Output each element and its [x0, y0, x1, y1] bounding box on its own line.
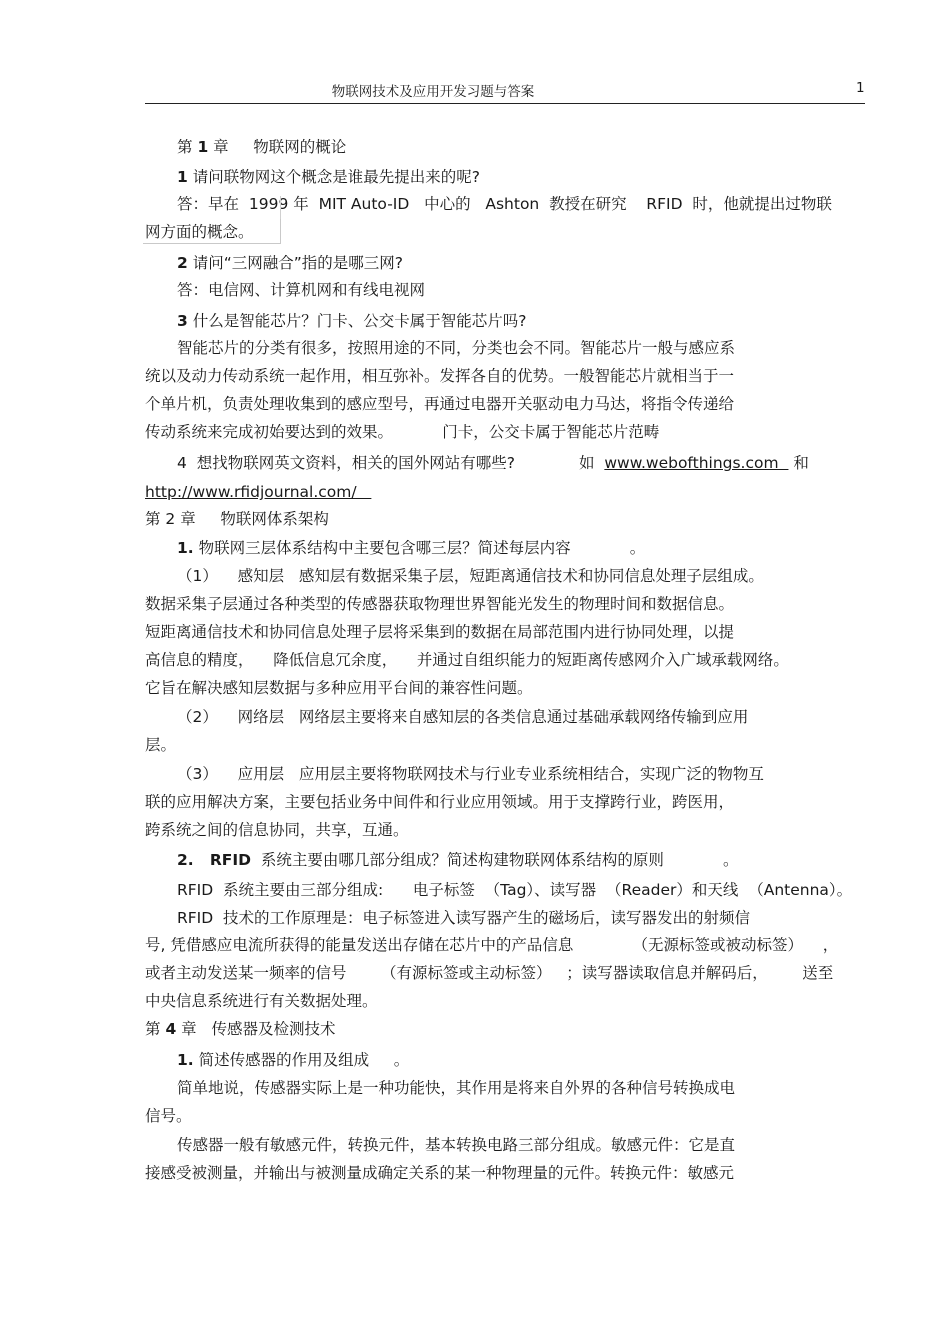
answer-2: 答：电信网、计算机网和有线电视网 [177, 281, 426, 299]
answer-1-line-2: 网方面的概念。 [145, 223, 254, 241]
ch2-answer-1-line-10: 跨系统之间的信息协同，共享，互通。 [145, 821, 409, 839]
ch2-answer-1-line-5: 它旨在解决感知层数据与多种应用平台间的兼容性问题。 [145, 679, 533, 697]
ch2-answer-1-line-3: 短距离通信技术和协同信息处理子层将采集到的数据在局部范围内进行协同处理，以提 [145, 623, 735, 641]
answer-3-line-1: 智能芯片的分类有很多，按照用途的不同，分类也会不同。智能芯片一般与感应系 [177, 339, 736, 357]
ch2-answer-2-line-1: RFID 系统主要由三部分组成: 电子标签 （Tag）、读写器 （Reader）和天线 （Antenna）。 [177, 881, 853, 899]
chapter-4-heading: 第 4 章 传感器及检测技术 [145, 1020, 336, 1038]
question-3: 3 什么是智能芯片？门卡、公交卡属于智能芯片吗? [177, 312, 527, 330]
chapter-1-heading: 第 1 章 物联网的概论 [177, 138, 347, 156]
ch2-answer-1-line-4: 高信息的精度， 降低信息冗余度， 并通过自组织能力的短距离传感网介入广域承载网络。 [145, 651, 789, 669]
question-1: 1 请问联物网这个概念是谁最先提出来的呢? [177, 168, 480, 186]
ch2-answer-2-line-5: 中央信息系统进行有关数据处理。 [145, 992, 378, 1010]
ch4-answer-1-line-3: 传感器一般有敏感元件，转换元件，基本转换电路三部分组成。敏感元件：它是直 [177, 1136, 736, 1154]
answer-1-line-1: 答：早在 1999 年 MIT Auto-ID 中心的 Ashton 教授在研究 RFID 时，他就提出过物联 [177, 195, 832, 213]
answer-3-line-4: 传动系统来完成初始要达到的效果。 门卡，公交卡属于智能芯片范畴 [145, 423, 660, 441]
text-box-border [143, 219, 281, 244]
ch2-answer-1-line-8: （3） 应用层 应用层主要将物联网技术与行业专业系统相结合，实现广泛的物物互 [177, 765, 764, 783]
ch4-answer-1-line-1: 简单地说，传感器实际上是一种功能快，其作用是将来自外界的各种信号转换成电 [177, 1079, 736, 1097]
ch2-answer-1-line-2: 数据采集子层通过各种类型的传感器获取物理世界智能光发生的物理时间和数据信息。 [145, 595, 735, 613]
page-header-title: 物联网技术及应用开发习题与答案 [331, 84, 535, 100]
ch4-answer-1-line-2: 信号。 [145, 1107, 192, 1125]
answer-3-line-2: 统以及动力传动系统一起作用，相互弥补。发挥各自的优势。一般智能芯片就相当于一 [145, 367, 735, 385]
question-2: 2 请问“三网融合”指的是哪三网? [177, 254, 404, 272]
page-number: 1 [856, 80, 865, 96]
answer-3-line-3: 个单片机，负责处理收集到的感应型号，再通过电器开关驱动电力马达，将指令传递给 [145, 395, 735, 413]
link-webofthings[interactable]: www.webofthings.com [604, 454, 789, 472]
ch2-answer-1-line-1: （1） 感知层 感知层有数据采集子层，短距离通信技术和协同信息处理子层组成。 [177, 567, 764, 585]
ch4-answer-1-line-4: 接感受被测量，并输出与被测量成确定关系的某一种物理量的元件。转换元件：敏感元 [145, 1164, 735, 1182]
answer-4-link-line [145, 482, 371, 502]
ch2-question-1: 1. 物联网三层体系结构中主要包含哪三层？简述每层内容 。 [177, 539, 646, 557]
ch2-answer-2-line-2: RFID 技术的工作原理是：电子标签进入读写器产生的磁场后，读写器发出的射频信 [177, 909, 751, 927]
ch2-answer-2-line-4: 或者主动发送某一频率的信号 （有源标签或主动标签） ；读写器读取信息并解码后， 送至 [145, 964, 834, 982]
header-rule [145, 103, 865, 104]
question-4: 4 想找物联网英文资料，相关的国外网站有哪些? 如 www.webofthings.com 和 [177, 454, 809, 472]
ch4-question-1: 1. 简述传感器的作用及组成 。 [177, 1051, 410, 1069]
ch2-answer-1-line-9: 联的应用解决方案，主要包括业务中间件和行业应用领域。用于支撑跨行业，跨医用， [145, 793, 735, 811]
chapter-2-heading: 第 2 章 物联网体系架构 [145, 510, 329, 528]
ch2-answer-2-line-3: 号, 凭借感应电流所获得的能量发送出存储在芯片中的产品信息 （无源标签或被动标签） ， [145, 936, 839, 954]
ch2-question-2: 2. RFID 系统主要由哪几部分组成？简述构建物联网体系结构的原则 。 [177, 851, 739, 869]
text-box-edge [280, 196, 281, 220]
ch2-answer-1-line-7: 层。 [145, 736, 177, 754]
ch2-answer-1-line-6: （2） 网络层 网络层主要将来自感知层的各类信息通过基础承载网络传输到应用 [177, 708, 749, 726]
link-rfidjournal[interactable]: http://www.rfidjournal.com/ [145, 483, 372, 501]
